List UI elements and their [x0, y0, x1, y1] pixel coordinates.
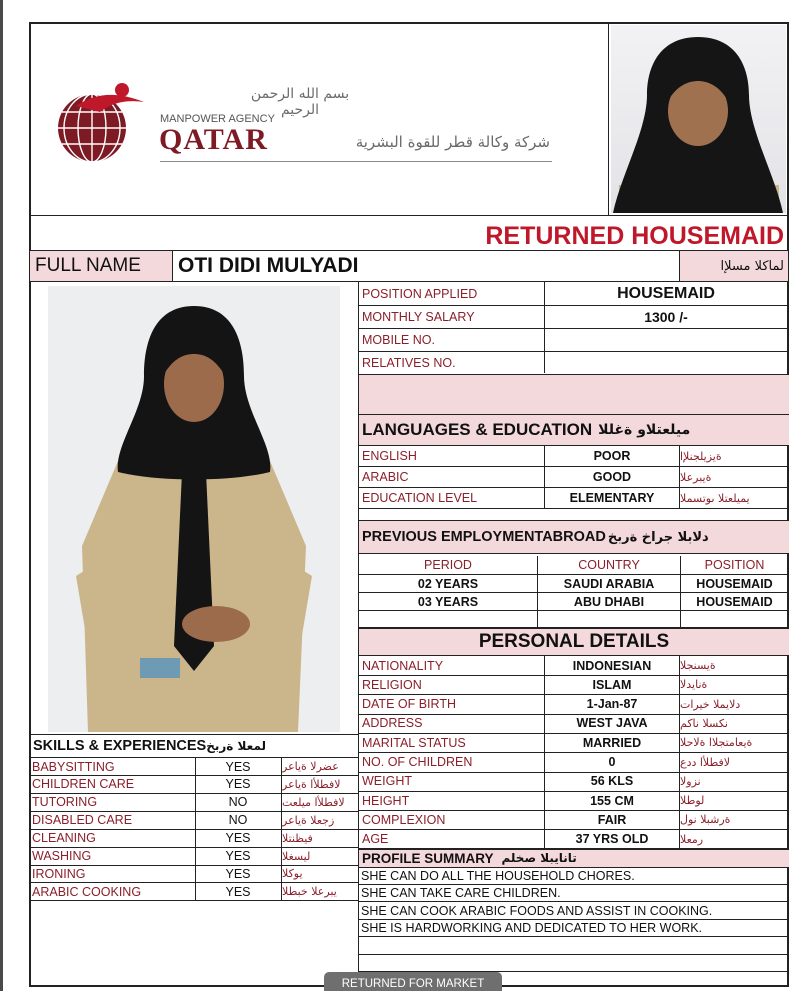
- skill-row-value: NO: [228, 795, 248, 810]
- personal-row-value: 1-Jan-87: [586, 697, 638, 712]
- previous-col-divider-2: [680, 556, 681, 628]
- agency-underline: [160, 161, 552, 162]
- returned-housemaid-banner: RETURNED HOUSEMAID: [485, 222, 784, 250]
- language-row-label: ENGLISH: [362, 449, 417, 463]
- skill-row-label: WASHING: [32, 849, 92, 863]
- personal-row-label: HEIGHT: [362, 793, 410, 808]
- personal-row-arabic: رمعلا: [680, 832, 704, 846]
- languages-title-bar: [359, 415, 789, 445]
- language-row-arabic: يميلعتلا ىوتسملا: [680, 491, 750, 505]
- full-body-photo: [48, 286, 340, 732]
- personal-row-arabic: ةيسنجلا: [680, 659, 716, 672]
- profile-line: [361, 938, 787, 954]
- profile-line: SHE CAN TAKE CARE CHILDREN.: [361, 886, 561, 901]
- position-row-value: 1300 /-: [644, 309, 688, 325]
- passport-photo: [611, 25, 786, 213]
- personal-row-value: MARRIED: [582, 735, 642, 750]
- globe-logo-icon: [48, 80, 152, 172]
- personal-row-arabic: ةيعامتجلاا ةلاحلا: [680, 736, 753, 750]
- skill-row-value: YES: [225, 884, 251, 899]
- agency-small-label: MANPOWER AGENCY: [160, 113, 275, 125]
- language-row-value: GOOD: [592, 470, 632, 484]
- previous-cell: 02 YEARS: [417, 576, 479, 591]
- skill-row-label: CLEANING: [32, 831, 96, 846]
- profile-line: SHE CAN DO ALL THE HOUSEHOLD CHORES.: [361, 869, 635, 883]
- previous-header-line: [358, 553, 789, 554]
- position-spacer: [359, 374, 789, 414]
- full-name-value: OTI DIDI MULYADI: [178, 254, 359, 277]
- profile-top-line: [358, 848, 789, 849]
- position-row-value: HOUSEMAID: [617, 285, 715, 302]
- skill-row-label: CHILDREN CARE: [32, 777, 135, 792]
- personal-row-label: ADDRESS: [362, 716, 423, 731]
- position-row-label: RELATIVES NO.: [362, 356, 456, 370]
- previous-cell: HOUSEMAID: [696, 576, 773, 591]
- personal-row-label: NATIONALITY: [362, 658, 444, 673]
- personal-row-label: RELIGION: [362, 677, 422, 692]
- bismillah-calligraphy: بسم الله الرحمن الرحيم: [250, 86, 350, 118]
- personal-col-divider: [544, 656, 545, 849]
- profile-title: PROFILE SUMMARY: [362, 850, 494, 866]
- position-row-line: [358, 374, 789, 375]
- profile-line: SHE CAN COOK ARABIC FOODS AND ASSIST IN COOKING.: [361, 903, 713, 918]
- personal-row-value: ISLAM: [592, 677, 632, 692]
- skill-row-arabic: ليسغلا: [282, 849, 311, 863]
- personal-row-arabic: نزولا: [680, 774, 701, 788]
- language-row-label: EDUCATION LEVEL: [362, 491, 478, 505]
- personal-row-value: 0: [608, 755, 616, 769]
- personal-row-arabic: لوطلا: [680, 794, 705, 808]
- personal-row-label: DATE OF BIRTH: [362, 697, 456, 712]
- skills-title: SKILLS & EXPERIENCES: [33, 738, 207, 754]
- language-arabic-divider: [679, 446, 680, 509]
- name-divider: [172, 250, 173, 281]
- skill-row-arabic: فيظنتلا: [282, 831, 313, 845]
- left-edge-strip: [0, 0, 3, 991]
- previous-cell: 03 YEARS: [417, 594, 479, 609]
- skill-row-label: DISABLED CARE: [32, 813, 133, 828]
- skill-row-arabic: لافطلأا ميلعت: [282, 795, 345, 809]
- previous-cell: [359, 611, 537, 628]
- profile-row-line: [358, 971, 789, 972]
- personal-row-label: AGE: [362, 832, 389, 847]
- skill-row-arabic: يبرعلا خبطلا: [282, 885, 337, 899]
- skill-row-value: YES: [225, 849, 251, 863]
- personal-row-label: NO. OF CHILDREN: [362, 755, 473, 769]
- personal-top-line: [358, 627, 789, 628]
- language-row-value: POOR: [593, 449, 631, 463]
- agency-big-label: QATAR: [159, 123, 268, 156]
- personal-row-arabic: نكسلا ناكم: [680, 716, 728, 730]
- language-col-divider: [544, 446, 545, 509]
- skill-row-arabic: يوكلا: [282, 867, 303, 881]
- full-name-label: FULL NAME: [30, 251, 172, 281]
- personal-row-value: 37 YRS OLD: [575, 832, 649, 847]
- language-row-value: ELEMENTARY: [569, 491, 655, 505]
- skill-row-value: YES: [225, 759, 251, 774]
- position-row-value: [545, 329, 787, 351]
- language-row-label: ARABIC: [362, 470, 409, 484]
- profile-line: [361, 955, 787, 971]
- header-photo-divider: [608, 22, 609, 216]
- languages-title: LANGUAGES & EDUCATION: [362, 420, 593, 439]
- previous-cell: ABU DHABI: [573, 594, 645, 609]
- position-row-label: MONTHLY SALARY: [362, 310, 475, 324]
- profile-title-bar: [359, 849, 789, 867]
- skills-title-arabic: لمعلا ةربخ: [206, 739, 266, 753]
- previous-cell: HOUSEMAID: [696, 594, 773, 609]
- previous-top-line: [358, 520, 789, 521]
- skill-row-value: YES: [225, 831, 251, 846]
- personal-row-arabic: دلايملا خيرات: [680, 697, 741, 711]
- language-row-line: [358, 508, 789, 509]
- profile-line: SHE IS HARDWORKING AND DEDICATED TO HER WORK.: [361, 921, 703, 936]
- skill-row-arabic: زجعلا ةياعر: [282, 813, 335, 827]
- position-row-label: MOBILE NO.: [362, 333, 435, 347]
- previous-column-header: POSITION: [704, 558, 765, 572]
- languages-title-arabic: ميلعتلاو ةغللا: [598, 422, 691, 438]
- previous-row-line: [358, 628, 789, 629]
- skill-row-value: YES: [225, 866, 251, 881]
- personal-row-value: 56 KLS: [590, 774, 634, 789]
- skill-row-arabic: عضرلا ةياعر: [282, 760, 339, 773]
- profile-title-arabic: تانايبلا صخلم: [501, 851, 577, 865]
- full-name-arabic: لماكلا مسلإا: [680, 251, 788, 281]
- previous-title-bar: [359, 521, 789, 553]
- previous-cell: [538, 611, 680, 628]
- skill-row-label: BABYSITTING: [32, 759, 115, 774]
- skills-title-bar: [31, 735, 358, 757]
- previous-column-header: COUNTRY: [578, 558, 640, 572]
- previous-column-header: PERIOD: [424, 558, 472, 572]
- skill-row-value: YES: [225, 777, 251, 792]
- language-row-arabic: ةيزيلجنلإا: [680, 449, 722, 463]
- personal-row-arabic: ةرشبلا نول: [680, 813, 731, 827]
- skill-row-line: [29, 900, 359, 901]
- skills-arabic-divider: [281, 758, 282, 901]
- personal-row-label: COMPLEXION: [362, 812, 446, 827]
- agency-arabic-name: شركة وكالة قطر للقوة البشرية: [355, 133, 550, 151]
- personal-row-value: WEST JAVA: [576, 716, 648, 731]
- returned-for-market-tag: RETURNED FOR MARKET: [324, 972, 502, 991]
- skill-row-value: NO: [228, 813, 248, 828]
- skills-col-divider: [195, 758, 196, 901]
- language-row-arabic: ةيبرعلا: [680, 470, 712, 484]
- skill-row-arabic: لافطلأا ةياعر: [282, 777, 341, 791]
- previous-cell: SAUDI ARABIA: [563, 576, 655, 591]
- personal-row-arabic: لافطلأا ددع: [680, 755, 731, 769]
- personal-row-value: INDONESIAN: [572, 658, 652, 673]
- previous-col-divider-1: [537, 556, 538, 628]
- personal-row-value: FAIR: [597, 812, 627, 827]
- previous-title-arabic: دلابلا جراخ ةربخ: [607, 529, 709, 545]
- skill-row-label: TUTORING: [32, 795, 98, 810]
- skill-row-label: IRONING: [32, 866, 86, 881]
- personal-title: PERSONAL DETAILS: [359, 628, 789, 655]
- personal-arabic-divider: [679, 656, 680, 849]
- personal-row-arabic: ةنايدلا: [680, 678, 708, 692]
- position-row-value: [545, 352, 787, 374]
- position-row-label: POSITION APPLIED: [362, 287, 478, 301]
- header-divider: [29, 215, 789, 216]
- skill-row-label: ARABIC COOKING: [32, 884, 142, 899]
- previous-title: PREVIOUS EMPLOYMENTABROAD: [362, 529, 606, 545]
- name-bottom-line: [29, 281, 789, 282]
- personal-row-label: WEIGHT: [362, 774, 412, 789]
- personal-row-label: MARITAL STATUS: [362, 735, 466, 750]
- previous-cell: [681, 611, 788, 628]
- personal-row-value: 155 CM: [590, 793, 634, 808]
